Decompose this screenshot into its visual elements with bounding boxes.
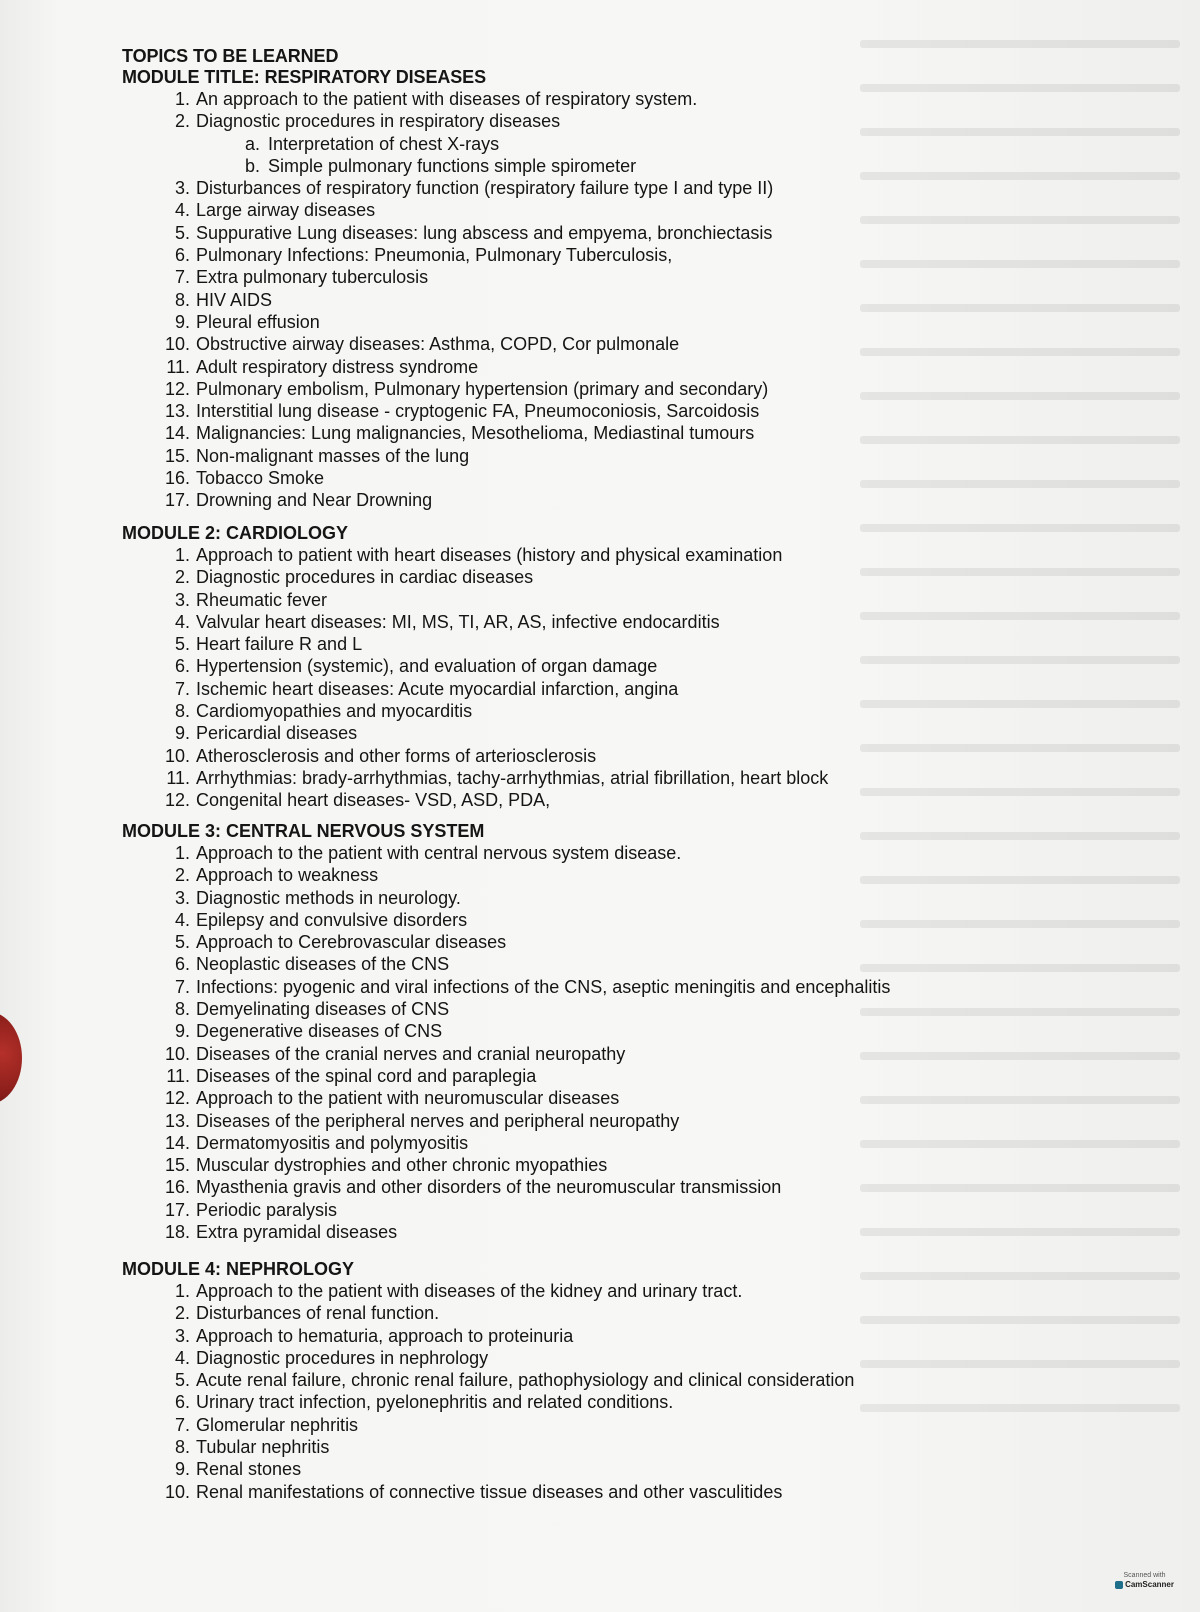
item-text: Neoplastic diseases of the CNS: [196, 954, 450, 975]
item-text: Periodic paralysis: [196, 1199, 338, 1220]
item-text: Extra pyramidal diseases: [196, 1222, 398, 1243]
list-item: [122, 1325, 1122, 1347]
list-item: [122, 400, 1122, 422]
item-text: Disturbances of renal function.: [196, 1303, 440, 1324]
item-text: An approach to the patient with diseases of respiratory system.: [196, 89, 698, 109]
item-text: Pulmonary Infections: Pneumonia, Pulmonary Tuberculosis,: [196, 245, 673, 266]
document-body: [122, 46, 1122, 1502]
item-number: 5.: [174, 222, 190, 243]
list-item: [122, 333, 1122, 355]
list-item: [122, 266, 1122, 288]
item-text: Rheumatic fever: [196, 589, 328, 610]
module1-title: MODULE TITLE: RESPIRATORY DISEASES: [122, 67, 486, 87]
item-number: 5.: [174, 1370, 190, 1391]
list-item: [122, 1043, 1122, 1065]
item-number: 11.: [166, 356, 190, 377]
list-item: [122, 1132, 1122, 1154]
camscanner-icon: [1115, 1581, 1123, 1589]
item-text: Diseases of the spinal cord and paraplegia: [196, 1065, 537, 1086]
list-item: [122, 887, 1122, 909]
module2-list: [122, 544, 1122, 812]
item-number: 5.: [174, 634, 190, 655]
item-number: 13.: [164, 401, 190, 422]
item-number: 2.: [174, 111, 190, 132]
item-text: Atherosclerosis and other forms of arteriosclerosis: [196, 745, 597, 766]
item-text: Demyelinating diseases of CNS: [196, 999, 450, 1020]
list-item: [122, 311, 1122, 333]
item-number: 17.: [164, 1199, 190, 1220]
module4-title: MODULE 4: NEPHROLOGY: [122, 1259, 355, 1279]
list-item: [122, 1020, 1122, 1042]
item-text: Tubular nephritis: [196, 1437, 330, 1458]
item-text: Malignancies: Lung malignancies, Mesothelioma, Mediastinal tumours: [196, 423, 755, 444]
list-item: [122, 177, 1122, 199]
item-text: Infections: pyogenic and viral infections of the CNS, aseptic meningitis and encephalitis: [196, 976, 891, 997]
item-text: Approach to hematuria, approach to proteinuria: [196, 1325, 574, 1346]
list-item: [122, 1458, 1122, 1480]
item-text: Approach to the patient with diseases of the kidney and urinary tract.: [196, 1281, 743, 1301]
item-text: HIV AIDS: [196, 289, 273, 310]
list-item: [122, 378, 1122, 400]
list-item: [122, 88, 1122, 110]
item-text: Interpretation of chest X-rays: [268, 133, 500, 154]
item-number: 2.: [174, 865, 190, 886]
item-number: 4.: [174, 611, 190, 632]
item-text: Glomerular nephritis: [196, 1414, 359, 1435]
item-number: 8.: [174, 701, 190, 722]
item-number: 12.: [164, 1088, 190, 1109]
item-text: Suppurative Lung diseases: lung abscess and empyema, bronchiectasis: [196, 222, 773, 243]
list-item: [122, 155, 1122, 177]
item-number: 2.: [174, 567, 190, 588]
item-text: Urinary tract infection, pyelonephritis and related conditions.: [196, 1392, 674, 1413]
item-text: Approach to weakness: [196, 865, 379, 886]
module-cns: [122, 820, 1122, 1243]
item-number: 6.: [174, 1392, 190, 1413]
list-item: [122, 1221, 1122, 1243]
item-text: Pulmonary embolism, Pulmonary hypertension (primary and secondary): [196, 378, 769, 399]
item-number: 4.: [174, 200, 190, 221]
item-number: 12.: [164, 378, 190, 399]
list-item: [122, 931, 1122, 953]
item-number: 10.: [164, 1481, 190, 1502]
item-text: Dermatomyositis and polymyositis: [196, 1132, 469, 1153]
item-number: 8.: [174, 289, 190, 310]
item-number: 9.: [174, 311, 190, 332]
item-number: 10.: [164, 334, 190, 355]
item-number: b.: [244, 155, 260, 176]
item-text: Diagnostic procedures in nephrology: [196, 1347, 489, 1368]
list-item: [122, 222, 1122, 244]
item-number: 4.: [174, 1347, 190, 1368]
item-text: Cardiomyopathies and myocarditis: [196, 701, 473, 722]
list-item: [122, 566, 1122, 588]
item-number: 1.: [174, 843, 190, 863]
item-number: 17.: [164, 490, 190, 511]
item-number: 7.: [174, 678, 190, 699]
list-item: [122, 1280, 1122, 1302]
item-number: 1.: [174, 1281, 190, 1301]
item-number: 6.: [174, 656, 190, 677]
list-item: [122, 700, 1122, 722]
list-item: [122, 864, 1122, 886]
item-text: Approach to the patient with central nervous system disease.: [196, 843, 682, 863]
item-number: 6.: [174, 954, 190, 975]
item-number: 7.: [174, 976, 190, 997]
list-item: [122, 289, 1122, 311]
item-text: Pleural effusion: [196, 311, 320, 332]
item-number: 14.: [164, 423, 190, 444]
list-item: [122, 1347, 1122, 1369]
item-text: Large airway diseases: [196, 200, 376, 221]
item-number: 9.: [174, 723, 190, 744]
item-text: Diseases of the peripheral nerves and peripheral neuropathy: [196, 1110, 680, 1131]
list-item: [122, 789, 1122, 811]
item-number: 4.: [174, 909, 190, 930]
item-text: Disturbances of respiratory function (respiratory failure type I and type II): [196, 178, 774, 199]
list-item: [122, 422, 1122, 444]
item-text: Myasthenia gravis and other disorders of the neuromuscular transmission: [196, 1177, 782, 1198]
item-text: Non-malignant masses of the lung: [196, 445, 470, 466]
module3-title: MODULE 3: CENTRAL NERVOUS SYSTEM: [122, 821, 485, 841]
item-text: Ischemic heart diseases: Acute myocardial infarction, angina: [196, 678, 679, 699]
item-text: Acute renal failure, chronic renal failure, pathophysiology and clinical consideration: [196, 1370, 855, 1391]
item-number: 3.: [174, 1325, 190, 1346]
list-item: [122, 745, 1122, 767]
watermark-brand: CamScanner: [1125, 1580, 1174, 1589]
list-item: [122, 199, 1122, 221]
item-text: Heart failure R and L: [196, 634, 363, 655]
item-number: 9.: [174, 1459, 190, 1480]
item-text: Renal manifestations of connective tissue diseases and other vasculitides: [196, 1481, 783, 1502]
list-item: [122, 722, 1122, 744]
module2-title: MODULE 2: CARDIOLOGY: [122, 523, 349, 543]
item-text: Diagnostic procedures in respiratory diseases: [196, 111, 561, 132]
module-nephrology: [122, 1258, 1122, 1503]
item-text: Valvular heart diseases: MI, MS, TI, AR, AS, infective endocarditis: [196, 611, 720, 632]
item-number: 18.: [164, 1222, 190, 1243]
item-text: Arrhythmias: brady-arrhythmias, tachy-arrhythmias, atrial fibrillation, heart block: [196, 767, 829, 788]
list-item: [122, 976, 1122, 998]
list-item: [122, 445, 1122, 467]
module-cardiology: [122, 522, 1122, 812]
module4-list: [122, 1280, 1122, 1503]
list-item: [122, 1087, 1122, 1109]
list-item: [122, 1414, 1122, 1436]
list-item: [122, 767, 1122, 789]
item-text: Hypertension (systemic), and evaluation of organ damage: [196, 656, 658, 677]
list-item: [122, 909, 1122, 931]
item-number: 2.: [174, 1303, 190, 1324]
module3-list: [122, 842, 1122, 1243]
item-number: 7.: [174, 267, 190, 288]
item-number: 9.: [174, 1021, 190, 1042]
list-item: [122, 1176, 1122, 1198]
list-item: [122, 244, 1122, 266]
list-item: [122, 678, 1122, 700]
item-text: Extra pulmonary tuberculosis: [196, 267, 429, 288]
module-respiratory: [122, 88, 1122, 512]
item-number: 15.: [164, 1155, 190, 1176]
list-item: [122, 655, 1122, 677]
item-number: 1.: [174, 545, 190, 565]
list-item: [122, 611, 1122, 633]
list-item: [122, 953, 1122, 975]
list-item: [122, 544, 1122, 566]
item-number: 15.: [164, 445, 190, 466]
item-number: 8.: [174, 999, 190, 1020]
item-text: Adult respiratory distress syndrome: [196, 356, 479, 377]
item-text: Diseases of the cranial nerves and cranial neuropathy: [196, 1043, 626, 1064]
item-text: Obstructive airway diseases: Asthma, COPD, Cor pulmonale: [196, 334, 680, 355]
list-item: [122, 1481, 1122, 1503]
list-item: [122, 589, 1122, 611]
item-text: Drowning and Near Drowning: [196, 490, 433, 511]
item-text: Diagnostic procedures in cardiac diseases: [196, 567, 534, 588]
list-item: [122, 1391, 1122, 1413]
item-text: Renal stones: [196, 1459, 302, 1480]
item-number: 12.: [164, 790, 190, 811]
list-item: [122, 356, 1122, 378]
item-number: 13.: [164, 1110, 190, 1131]
item-number: 11.: [166, 1065, 190, 1086]
item-text: Congenital heart diseases- VSD, ASD, PDA,: [196, 790, 551, 811]
item-text: Muscular dystrophies and other chronic myopathies: [196, 1155, 608, 1176]
list-item: [122, 1154, 1122, 1176]
item-number: 3.: [174, 887, 190, 908]
item-number: 16.: [164, 1177, 190, 1198]
item-number: a.: [244, 133, 260, 154]
item-number: 3.: [174, 178, 190, 199]
item-text: Approach to the patient with neuromuscular diseases: [196, 1088, 620, 1109]
module1-list: [122, 88, 1122, 512]
list-item: [122, 1199, 1122, 1221]
list-item: [122, 110, 1122, 132]
item-text: Simple pulmonary functions simple spirometer: [268, 155, 637, 176]
page-heading: TOPICS TO BE LEARNED: [122, 46, 339, 66]
list-item: [122, 1110, 1122, 1132]
item-number: 16.: [164, 468, 190, 489]
scanner-watermark: [1115, 1571, 1174, 1590]
item-text: Pericardial diseases: [196, 723, 358, 744]
list-item: [122, 1369, 1122, 1391]
list-item: [122, 1302, 1122, 1324]
item-text: Approach to patient with heart diseases (history and physical examination: [196, 545, 783, 565]
item-number: 3.: [174, 589, 190, 610]
item-text: Interstitial lung disease - cryptogenic FA, Pneumoconiosis, Sarcoidosis: [196, 401, 760, 422]
item-number: 6.: [174, 245, 190, 266]
watermark-caption: Scanned with: [1123, 1572, 1166, 1579]
list-item: [122, 633, 1122, 655]
item-text: Tobacco Smoke: [196, 468, 325, 489]
item-number: 14.: [164, 1132, 190, 1153]
item-text: Diagnostic methods in neurology.: [196, 887, 461, 908]
item-number: 1.: [174, 89, 190, 109]
list-item: [122, 489, 1122, 511]
item-number: 11.: [166, 767, 190, 788]
item-number: 10.: [164, 1043, 190, 1064]
list-item: [122, 467, 1122, 489]
binder-clip: [0, 1012, 22, 1104]
item-text: Epilepsy and convulsive disorders: [196, 909, 468, 930]
list-item: [122, 998, 1122, 1020]
list-item: [122, 1065, 1122, 1087]
item-text: Approach to Cerebrovascular diseases: [196, 932, 507, 953]
list-item: [122, 1436, 1122, 1458]
item-number: 5.: [174, 932, 190, 953]
item-text: Degenerative diseases of CNS: [196, 1021, 443, 1042]
item-number: 8.: [174, 1437, 190, 1458]
item-number: 7.: [174, 1414, 190, 1435]
list-item: [122, 133, 1122, 155]
item-number: 10.: [164, 745, 190, 766]
list-item: [122, 842, 1122, 864]
